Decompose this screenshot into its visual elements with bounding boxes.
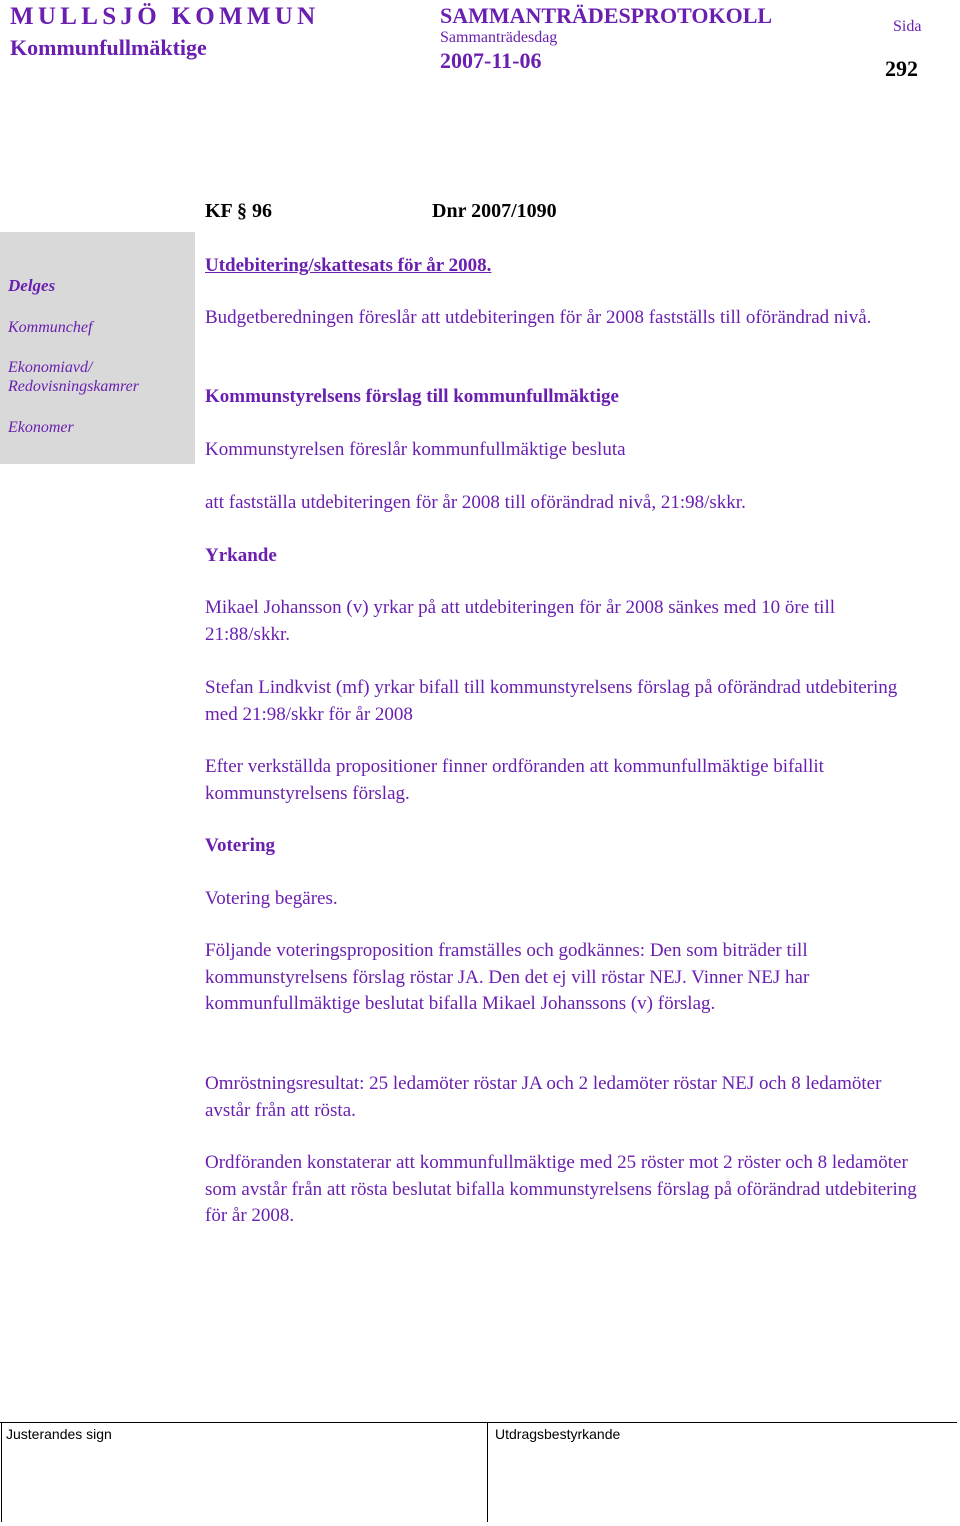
page-number: 292 [885,56,918,81]
paragraph: Omröstningsresultat: 25 ledamöter röstar JA och 2 ledamöter röstar NEJ och 8 ledamöter avstår från att rösta. [205,1073,882,1121]
paragraph: Följande voteringsproposition framställes och godkännes: Den som biträder till kommunstyrelsens förslag röstar JA. Den det ej vill röstar NEJ. Vinner NEJ har kommunfullmäktige beslutat bifalla Mikael Johanssons (v) förslag. [205,940,810,1014]
recipient: Ekonomer [8,419,74,436]
paragraph: Votering begäres. [205,888,338,909]
protocol-title: SAMMANTRÄDESPROTOKOLL [440,3,773,28]
municipality-name: MULLSJÖ KOMMUN [10,3,320,30]
case-number: KF § 96 [205,200,273,222]
paragraph: Kommunstyrelsen föreslår kommunfullmäktige besluta [205,439,626,460]
paragraph: Budgetberedningen föreslår att utdebiteringen för år 2008 fastställs till oförändrad nivå. [205,307,872,328]
footer-border-left [1,1422,2,1522]
paragraph: Ordföranden konstaterar att kommunfullmäktige med 25 röster mot 2 röster och 8 ledamöter som avstår från att rösta beslutat bifalla kommunstyrelsens förslag på oförändrad utdebitering för år 2008. [205,1152,917,1226]
section-heading-proposal: Kommunstyrelsens förslag till kommunfullmäktige [205,386,619,407]
footer-divider [0,1422,957,1423]
case-subject: Utdebitering/skattesats för år 2008. [205,255,492,276]
distribution-title: Delges [8,276,56,295]
paragraph: att fastställa utdebiteringen för år 2008 till oförändrad nivå, 21:98/skkr. [205,492,746,513]
meeting-date: 2007-11-06 [440,48,542,73]
recipient: Ekonomiavd/ Redovisningskamrer [8,359,139,395]
section-heading-motion: Yrkande [205,545,277,566]
paragraph: Efter verkställda propositioner finner ordföranden att kommunfullmäktige bifallit kommunstyrelsens förslag. [205,756,824,804]
recipient: Kommunchef [8,319,93,336]
footer-separator [487,1422,488,1522]
page-label: Sida [893,18,922,35]
case-dnr: Dnr 2007/1090 [432,200,557,222]
sign-label: Justerandes sign [6,1426,112,1442]
case-heading [205,198,920,225]
meeting-day-label: Sammanträdesdag [440,29,558,46]
distribution-sidebar [0,232,195,464]
section-heading-vote: Votering [205,835,276,856]
body-name: Kommunfullmäktige [10,35,207,60]
extract-label: Utdragsbestyrkande [495,1426,621,1442]
paragraph: Mikael Johansson (v) yrkar på att utdebiteringen för år 2008 sänkes med 10 öre till 21:88/skkr. [205,597,835,645]
paragraph: Stefan Lindkvist (mf) yrkar bifall till kommunstyrelsens förslag på oförändrad utdebitering med 21:98/skkr för år 2008 [205,677,898,725]
